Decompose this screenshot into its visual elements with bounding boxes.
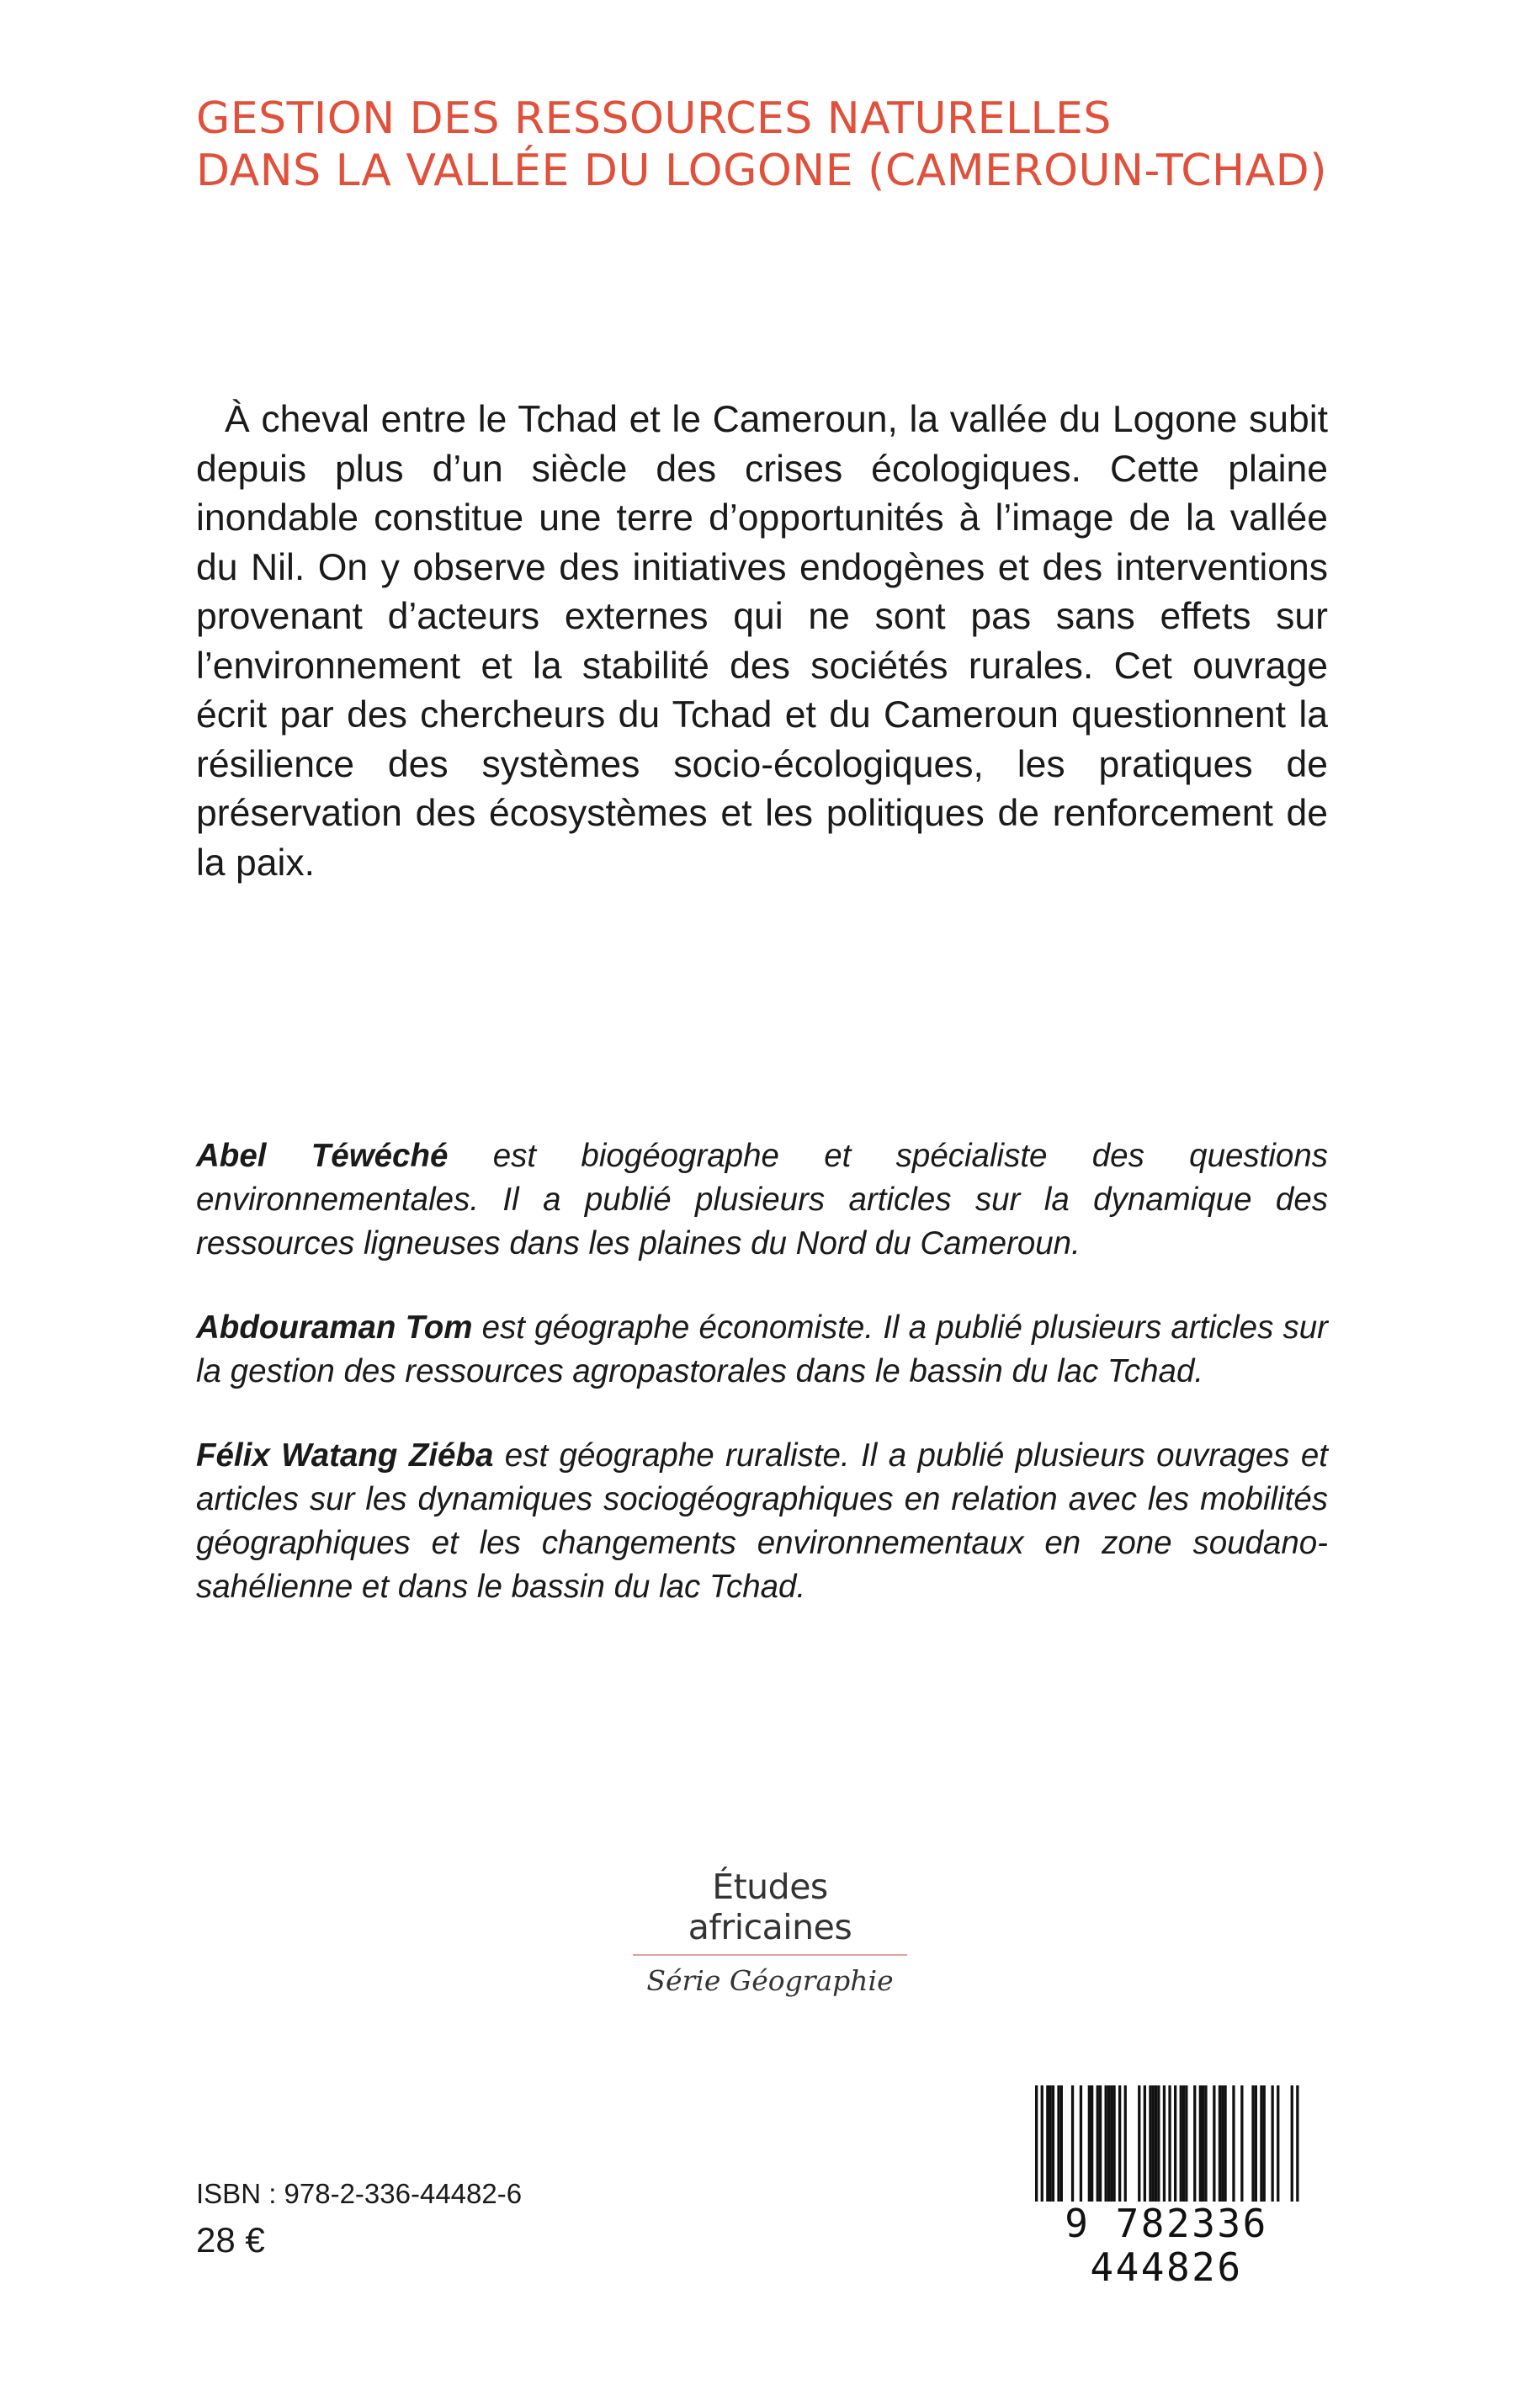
barcode-bar	[1202, 2085, 1204, 2203]
barcode-bar	[1052, 2085, 1054, 2203]
barcode-bar	[1272, 2085, 1274, 2203]
barcode-bar	[1107, 2085, 1110, 2203]
barcode-bar	[1219, 2085, 1221, 2203]
barcode-bar	[1088, 2085, 1091, 2203]
barcode	[1006, 2085, 1326, 2290]
barcode-bar	[1060, 2085, 1063, 2203]
barcode-bar	[1097, 2085, 1099, 2203]
barcode-bar	[1099, 2085, 1102, 2203]
barcode-bar	[1149, 2085, 1151, 2203]
barcode-bar	[1240, 2085, 1243, 2203]
isbn: ISBN : 978-2-336-44482-6	[196, 2178, 523, 2209]
barcode-bar	[1144, 2085, 1146, 2203]
barcode-bar	[1251, 2085, 1254, 2203]
barcode-bar	[1174, 2085, 1176, 2203]
author-description: est géographe économiste. Il a publié plusieurs articles sur la gestion des ressources agropastorales dans le bassin du lac Tchad.	[196, 1309, 1328, 1389]
series-subtitle: Série Géographie	[646, 1964, 894, 1997]
author-bio	[196, 1434, 1328, 1609]
barcode-bar	[1110, 2085, 1113, 2203]
book-title	[196, 93, 1327, 197]
barcode-bar	[1113, 2085, 1115, 2203]
barcode-bar	[1071, 2085, 1074, 2203]
barcode-bar	[1157, 2085, 1160, 2203]
barcode-bar	[1080, 2085, 1082, 2203]
barcode-bar	[1180, 2085, 1182, 2203]
barcode-bar	[1204, 2085, 1207, 2203]
barcode-bar	[1260, 2085, 1262, 2203]
barcode-bar	[1138, 2085, 1140, 2203]
barcode-bar	[1049, 2085, 1052, 2203]
series-name: Études africaines	[688, 1867, 852, 1947]
barcode-bar	[1091, 2085, 1093, 2203]
barcode-bar	[1224, 2085, 1226, 2203]
author-name: Félix Watang Ziéba	[196, 1437, 494, 1474]
series-logo	[631, 1867, 909, 1998]
barcode-bar	[1213, 2085, 1215, 2203]
series-divider	[633, 1954, 907, 1956]
barcode-bar	[1182, 2085, 1185, 2203]
barcode-bar	[1263, 2085, 1266, 2203]
barcode-bar	[1185, 2085, 1187, 2203]
barcode-bar	[1155, 2085, 1157, 2203]
barcode-bar	[1221, 2085, 1224, 2203]
barcode-bar	[1118, 2085, 1121, 2203]
author-name: Abel Téwéché	[196, 1138, 449, 1174]
barcode-bar	[1057, 2085, 1059, 2203]
barcode-bar	[1232, 2085, 1235, 2203]
author-bio	[196, 1134, 1328, 1266]
author-bio	[196, 1306, 1328, 1394]
barcode-bar	[1152, 2085, 1155, 2203]
barcode-digits: 9 782336 444826	[1006, 2202, 1326, 2289]
book-title-line-2: DANS LA VALLÉE DU LOGONE (CAMEROUN-TCHAD)	[196, 146, 1328, 196]
barcode-bar	[1277, 2085, 1279, 2203]
book-title-line-1: GESTION DES RESSOURCES NATURELLES	[196, 93, 1112, 144]
barcode-bar	[1046, 2085, 1049, 2203]
author-description: est géographe ruraliste. Il a publié plusieurs ouvrages et articles sur les dynamiques sociogéographiques en relation avec les mobilités géographiques et les changements environnementaux en zone soudano-sahélienne et dans le bassin du lac Tchad.	[196, 1437, 1328, 1605]
book-summary: À cheval entre le Tchad et le Cameroun, la vallée du Logone subit depuis plus d’un siècle des crises écologiques. Cette plaine inondable constitue une terre d’opportunités à l’image de la vallée du Nil. On y observe des initiatives endogènes et des interventions provenant d’acteurs externes qui ne sont pas sans effets sur l’environnement et la stabilité des sociétés rurales. Cet ouvrage écrit par des chercheurs du Tchad et du Cameroun questionnent la résilience des systèmes socio-écologiques, les pratiques de préservation des écosystèmes et les politiques de renforcement de la paix.	[196, 399, 1328, 884]
barcode-bar	[1255, 2085, 1257, 2203]
barcode-bar	[1193, 2085, 1196, 2203]
author-description: est biogéographe et spécialiste des questions environnementales. Il a publié plusieurs articles sur la dynamique des ressources ligneuses dans les plaines du Nord du Cameroun.	[196, 1138, 1328, 1262]
author-name: Abdouraman Tom	[196, 1309, 473, 1346]
price: 28 €	[196, 2220, 265, 2260]
barcode-bar	[1105, 2085, 1107, 2203]
author-bios	[196, 1134, 1328, 1649]
barcode-bar	[1124, 2085, 1127, 2203]
barcode-bar	[1199, 2085, 1202, 2203]
